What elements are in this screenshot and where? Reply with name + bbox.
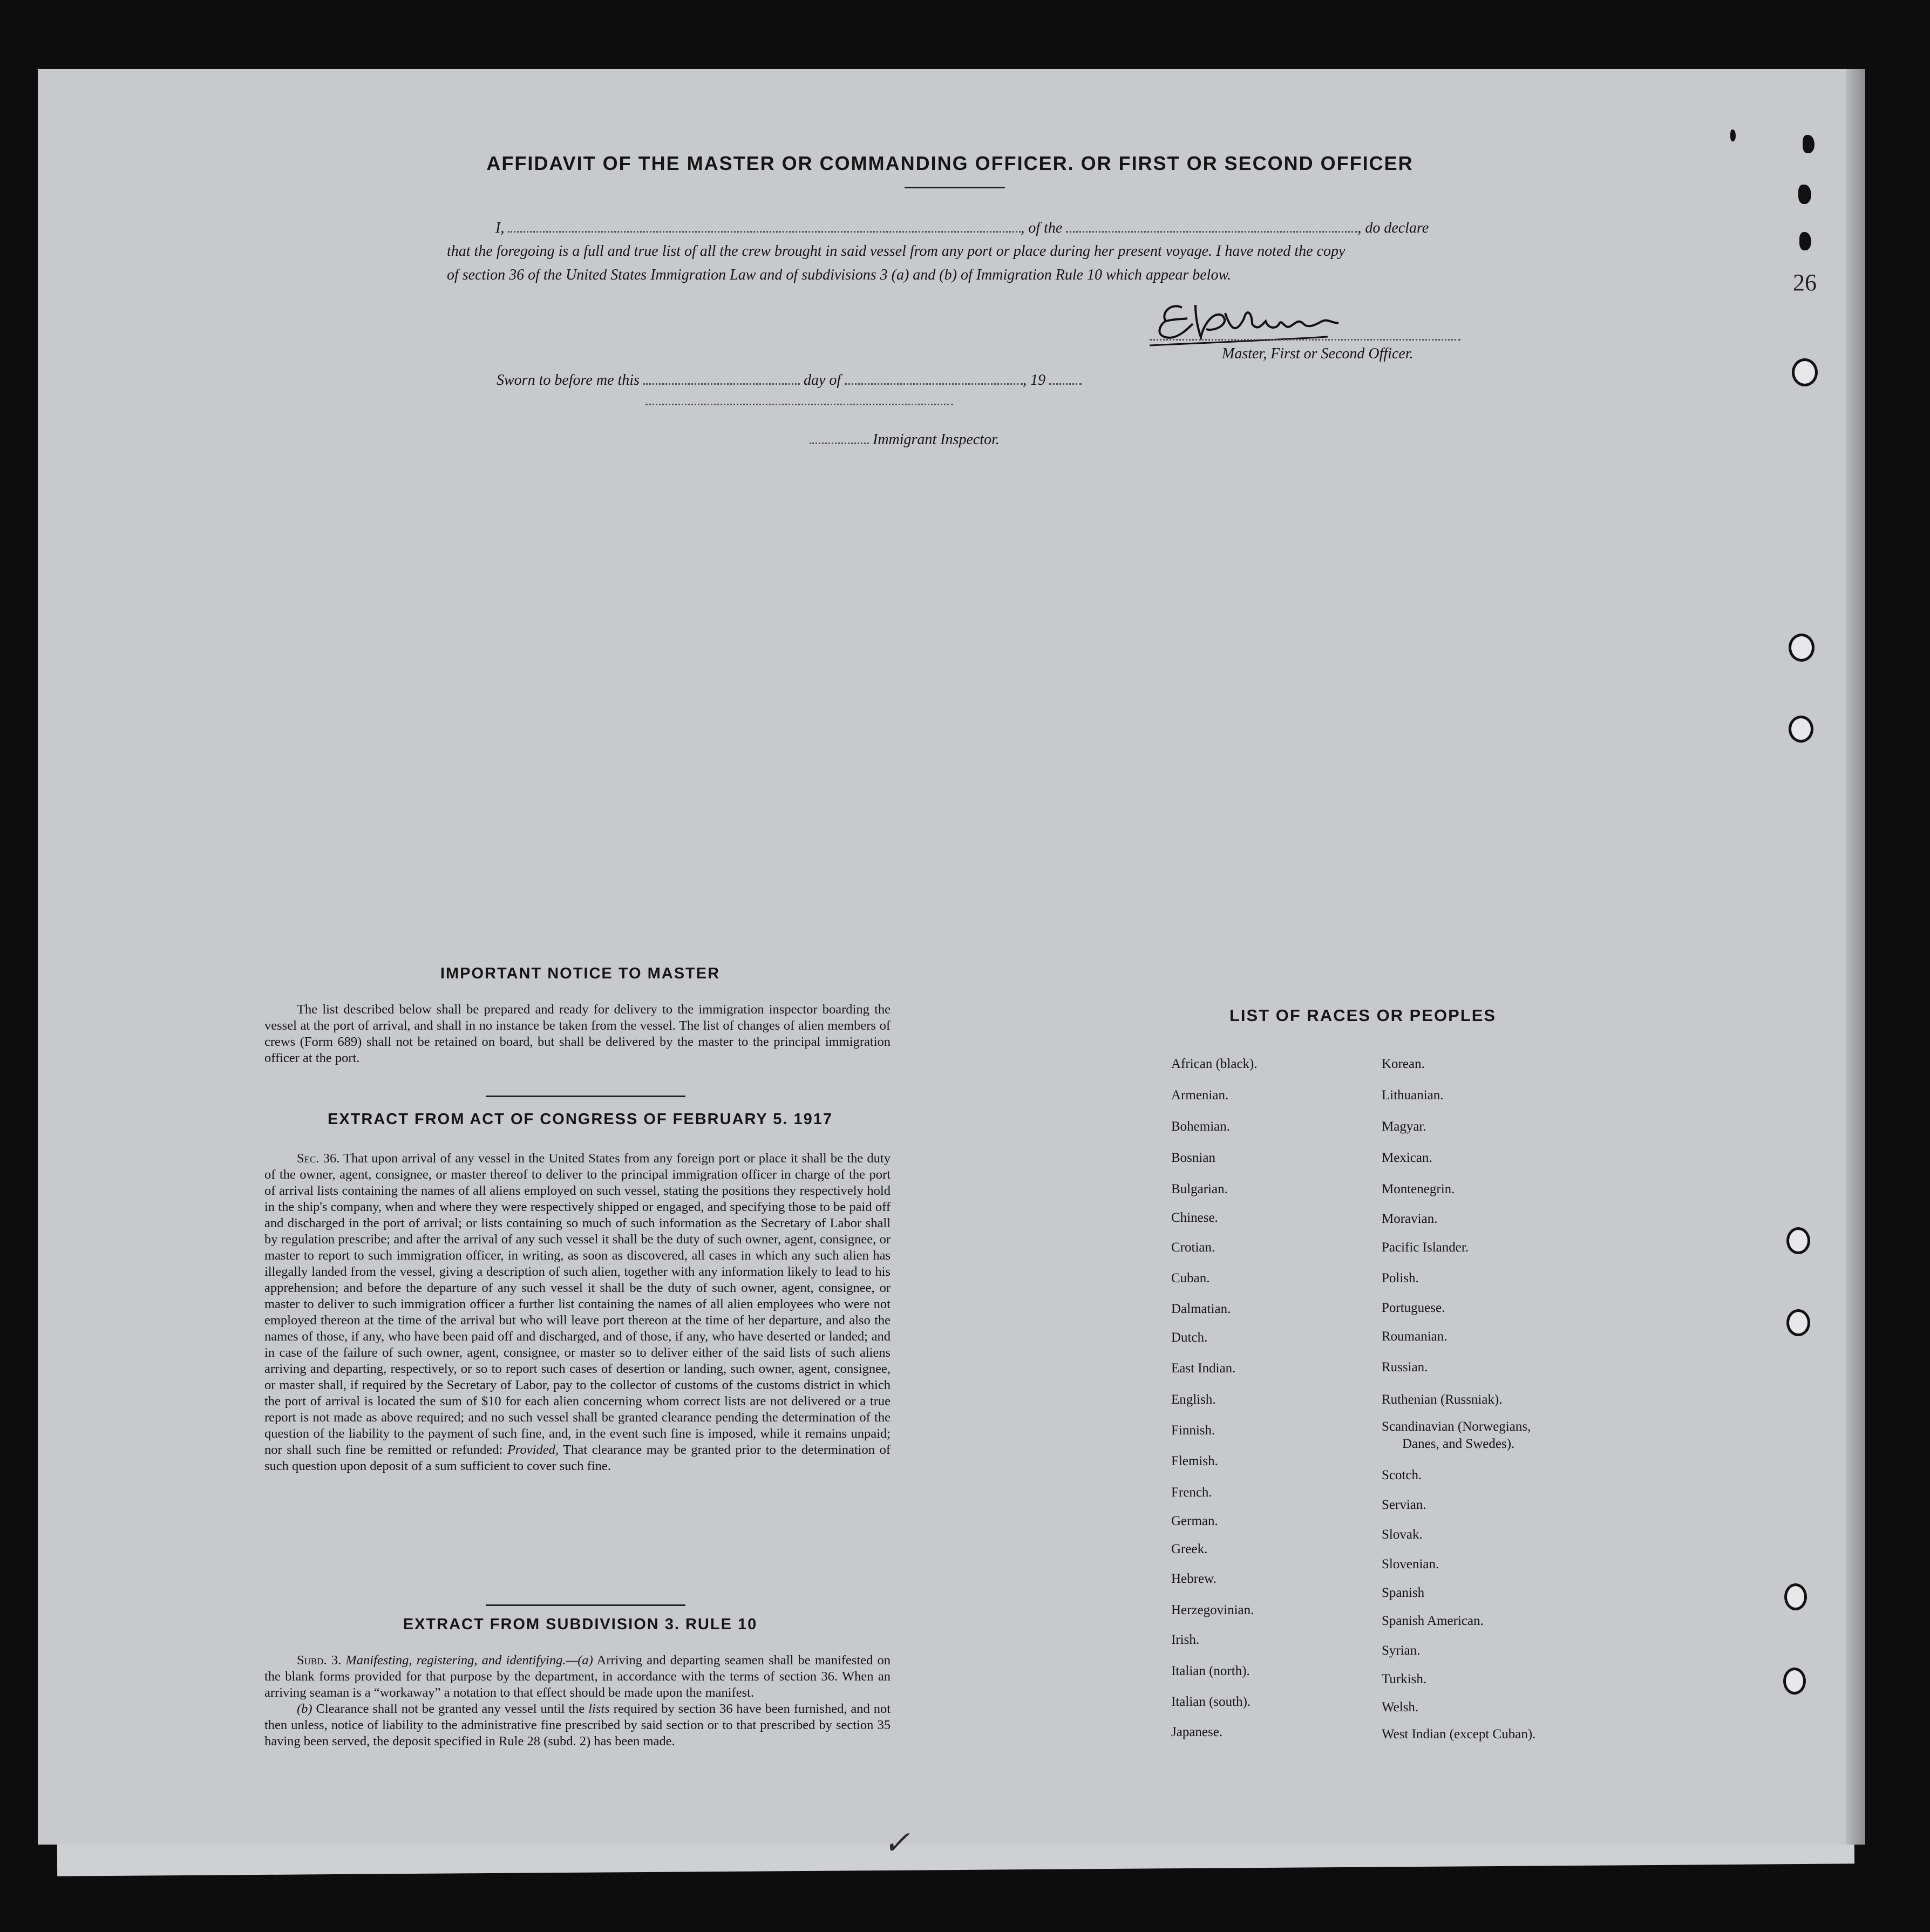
race-item: Italian (south). xyxy=(1171,1695,1251,1709)
race-item: French. xyxy=(1171,1485,1212,1500)
handwritten-mark: ✓ xyxy=(883,1825,910,1861)
race-item: Italian (north). xyxy=(1171,1664,1250,1678)
proviso-text: That clearance may be granted prior to the determination of such question upon deposit of a sum sufficient to cover such fine. xyxy=(264,1443,891,1473)
race-item: West Indian (except Cuban). xyxy=(1382,1727,1536,1741)
race-item: Danes, and Swedes). xyxy=(1402,1437,1515,1451)
master-signature xyxy=(1150,291,1382,351)
title-divider xyxy=(905,187,1005,188)
race-item: Cuban. xyxy=(1171,1271,1210,1285)
race-item: Servian. xyxy=(1382,1498,1426,1512)
page-number: 26 xyxy=(1793,269,1817,296)
inspector-line xyxy=(810,430,1000,448)
affidavit-line-1-end: , do declare xyxy=(1357,220,1429,236)
race-item: Irish. xyxy=(1171,1632,1200,1647)
signer-title: Master, First or Second Officer. xyxy=(1222,345,1413,362)
race-item: Montenegrin. xyxy=(1382,1182,1455,1196)
binding-mark xyxy=(1730,130,1736,141)
race-item: Spanish American. xyxy=(1382,1614,1484,1628)
sworn-start: Sworn to before me this xyxy=(497,372,640,389)
affidavit-line-2: that the foregoing is a full and true list of all the crew brought in said vessel from any port or place during her present voyage. I have noted the copy xyxy=(447,243,1345,260)
race-item: Bohemian. xyxy=(1171,1119,1231,1134)
affidavit-line-1 xyxy=(495,218,1429,237)
affidavit-title: AFFIDAVIT OF THE MASTER OR COMMANDING OFFICER. OR FIRST OR SECOND OFFICER xyxy=(486,152,1413,174)
sworn-day: day of xyxy=(803,372,841,389)
notice-body xyxy=(264,1002,891,1066)
races-title: LIST OF RACES OR PEOPLES xyxy=(1229,1006,1497,1025)
race-item: Scotch. xyxy=(1382,1468,1422,1482)
subd-b-text-2: required by section 36 have been furnished, and not then unless, notice of liability to the administrative fine prescribed by said section or to that prescribed by section 35 having been served, the deposit specified in Rule 28 (subd. 2) has been made. xyxy=(264,1702,891,1749)
notice-divider xyxy=(486,1096,685,1097)
sworn-month-blank xyxy=(845,370,1023,385)
race-item: Greek. xyxy=(1171,1542,1208,1556)
race-item: Chinese. xyxy=(1171,1210,1218,1225)
page-edge xyxy=(1846,69,1865,1845)
race-item: Hebrew. xyxy=(1171,1572,1217,1586)
affidavit-line-1-start: I, xyxy=(495,220,505,236)
subd-label: Subd. 3. xyxy=(297,1653,342,1668)
binding-hole xyxy=(1784,1583,1807,1610)
race-item: Flemish. xyxy=(1171,1454,1218,1468)
binding-mark xyxy=(1798,185,1811,204)
race-item: German. xyxy=(1171,1514,1218,1528)
race-item: Mexican. xyxy=(1382,1151,1432,1165)
race-item: Pacific Islander. xyxy=(1382,1240,1469,1255)
race-item: Portuguese. xyxy=(1382,1301,1445,1315)
section-36-text: That upon arrival of any vessel in the United States from any foreign port or place it shall be the duty of the owner, agent, consignee, or master thereof to deliver to the principal immigration officer in charge of the port of arrival lists containing the names of all aliens employed on such vessel, stating the positions they respectively hold in the ship's company, when and where they were respectively shipped or engaged, and specifying those to be paid off and discharged in the port of arrival; or lists containing so much of such information as the Secretary of Labor shall by regulation prescribe; and after the arrival of any such vessel it shall be the duty of such owner, agent, consignee, or master to report to such immigration officer, in writing, as soon as discovered, all cases in which any such alien has illegally landed from the vessel, giving a description of such alien, together with any information likely to lead to his apprehension; and before the departure of any such vessel it shall be the duty of such owner, agent, consignee, or master to deliver to such immigration officer a further list containing the names of all alien employees who were not employed thereon at the time of the arrival but who will leave port thereon at the time of her departure, and also the names of those, if any, who have been paid off and discharged, and of those, if any, who have deserted or landed; and in case of the failure of such owner, agent, consignee, or master so to deliver either of the said lists of such aliens arriving and departing, respectively, or so to report such cases of desertion or landing, such owner, agent, consignee, or master shall, if required by the Secretary of Labor, pay to the collector of customs of the customs district in which the port of arrival is located the sum of $10 for each alien concerning whom correct lists are not delivered or a true report is not made as above required; and no such vessel shall be granted clearance pending the determination of the question of the liability to the payment of such fine, and, in the event such fine is imposed, while it remains unpaid; nor shall such fine be remitted or refunded: xyxy=(264,1151,891,1457)
race-item: Spanish xyxy=(1382,1586,1425,1600)
extract-act-title: EXTRACT FROM ACT OF CONGRESS OF FEBRUARY 5. 1917 xyxy=(327,1111,833,1128)
binding-mark xyxy=(1803,135,1815,153)
binding-hole xyxy=(1786,1309,1810,1336)
sworn-line xyxy=(497,370,1082,389)
race-item: Japanese. xyxy=(1171,1725,1223,1739)
subd-a-text: Arriving and departing seamen shall be manifested on the blank forms provided for that purpose by the department, in accordance with the terms of section 36. When an arriving seaman is a “workaway” a notation to that effect should be made upon the manifest. xyxy=(264,1653,891,1700)
race-item: Finnish. xyxy=(1171,1423,1215,1438)
sworn-day-blank xyxy=(643,370,800,385)
subd-b-lists: lists xyxy=(588,1702,610,1716)
race-item: Syrian. xyxy=(1382,1643,1421,1658)
subd-b-label: (b) xyxy=(297,1702,312,1716)
race-item: Welsh. xyxy=(1382,1700,1419,1715)
race-item: Magyar. xyxy=(1382,1119,1426,1134)
binding-hole xyxy=(1789,634,1815,662)
affidavit-line-1-mid: , of the xyxy=(1021,220,1063,236)
race-item: East Indian. xyxy=(1171,1361,1236,1376)
extract-divider xyxy=(486,1604,685,1606)
subd-heading: Manifesting, registering, and identifying. xyxy=(345,1653,566,1668)
race-item: English. xyxy=(1171,1392,1216,1407)
race-item: Dalmatian. xyxy=(1171,1302,1231,1316)
extract-rule-title: EXTRACT FROM SUBDIVISION 3. RULE 10 xyxy=(403,1616,758,1633)
notice-title: IMPORTANT NOTICE TO MASTER xyxy=(440,965,721,982)
subd-a-label: —(a) xyxy=(566,1653,593,1668)
race-item: Turkish. xyxy=(1382,1672,1427,1686)
race-item: Bulgarian. xyxy=(1171,1182,1228,1196)
race-item: Roumanian. xyxy=(1382,1329,1448,1344)
binding-hole xyxy=(1789,716,1813,743)
binding-hole xyxy=(1786,1227,1810,1254)
race-item: Bosnian xyxy=(1171,1151,1215,1165)
race-item: Slovak. xyxy=(1382,1527,1423,1542)
name-blank xyxy=(508,218,1021,233)
document-page xyxy=(38,69,1856,1845)
race-item: Lithuanian. xyxy=(1382,1088,1444,1103)
extract-act-body xyxy=(264,1151,891,1474)
race-item: Herzegovinian. xyxy=(1171,1603,1254,1617)
inspector-label: Immigrant Inspector. xyxy=(873,431,1000,448)
race-item: African (black). xyxy=(1171,1057,1258,1071)
inspector-blank xyxy=(810,430,869,444)
binding-mark xyxy=(1799,232,1811,250)
proviso-label: Provided, xyxy=(507,1443,559,1457)
subd-b-text-1: Clearance shall not be granted any vessel until the xyxy=(316,1702,585,1716)
notice-text: The list described below shall be prepared and ready for delivery to the immigration inspector boarding the vessel at the port of arrival, and shall in no instance be taken from the vessel. The list of changes of alien members of crews (Form 689) shall not be retained on board, but shall be delivered by the master to the principal immigration officer at the port. xyxy=(264,1002,891,1065)
binding-hole xyxy=(1783,1668,1806,1695)
race-item: Dutch. xyxy=(1171,1330,1208,1345)
signature-line xyxy=(1150,339,1460,341)
race-item: Slovenian. xyxy=(1382,1557,1439,1572)
sworn-year: , 19 xyxy=(1023,372,1046,389)
extract-rule-body xyxy=(264,1652,891,1750)
race-item: Crotian. xyxy=(1171,1240,1215,1255)
race-item: Armenian. xyxy=(1171,1088,1229,1103)
race-item: Moravian. xyxy=(1382,1212,1438,1226)
binding-hole xyxy=(1792,358,1818,386)
section-label: Sec. 36. xyxy=(297,1151,340,1166)
race-item: Polish. xyxy=(1382,1271,1419,1285)
inspector-signature-line xyxy=(645,404,953,405)
affidavit-line-3: of section 36 of the United States Immigration Law and of subdivisions 3 (a) and (b) of Immigration Rule 10 which appear below. xyxy=(447,267,1232,283)
vessel-blank xyxy=(1066,218,1357,233)
race-item: Scandinavian (Norwegians, xyxy=(1382,1419,1531,1434)
race-item: Korean. xyxy=(1382,1057,1425,1071)
race-item: Russian. xyxy=(1382,1360,1428,1375)
sworn-year-blank xyxy=(1049,370,1082,385)
race-item: Ruthenian (Russniak). xyxy=(1382,1392,1503,1407)
